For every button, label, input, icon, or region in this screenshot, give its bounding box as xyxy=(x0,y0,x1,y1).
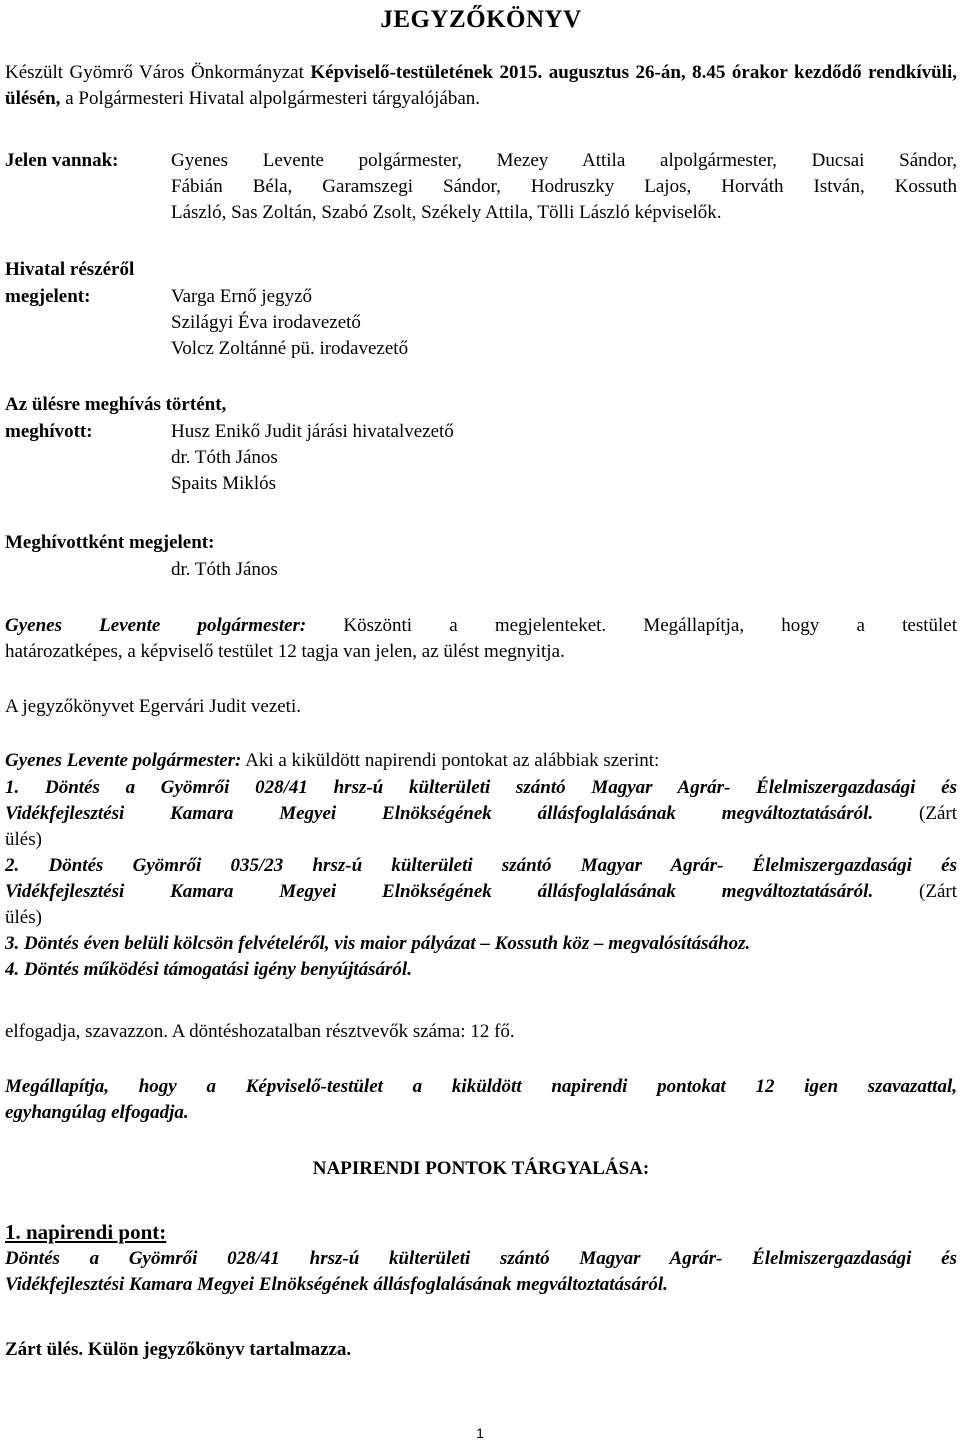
agenda-item-1 xyxy=(5,775,957,853)
speaker-name: Gyenes Levente polgármester: xyxy=(5,615,307,636)
agenda-text: Döntés Gyömrői 035/23 hrsz-ú külterületi szántó Magyar Agrár- Élelmiszergazdasági és xyxy=(48,855,958,876)
opening-text: Köszönti a megjelenteket. Megállapítja, hogy a testület xyxy=(306,615,957,636)
item1-heading: 1. napirendi pont: xyxy=(5,1220,167,1244)
invited-item: Husz Enikő Judit járási hivatalvezető xyxy=(171,421,454,442)
invited-item: Spaits Miklós xyxy=(171,473,277,494)
invited-present-label: Meghívottként megjelent: xyxy=(5,532,215,553)
agenda-intro-text: Aki a kiküldött napirendi pontokat az alábbiak szerint: xyxy=(241,750,660,771)
invited-section xyxy=(5,392,957,502)
intro-text: Készült Gyömrő Város Önkormányzat xyxy=(5,62,311,83)
agenda-list xyxy=(5,775,957,983)
item1-line-1: Döntés a Gyömrői 028/41 hrsz-ú külterületi szántó Magyar Agrár- Élelmiszergazdasági és xyxy=(5,1248,957,1269)
invited-present-item: dr. Tóth János xyxy=(171,559,278,580)
agenda-number: 1. xyxy=(5,777,20,798)
present-line: Fábián Béla, Garamszegi Sándor, Hodruszky Lajos, Horváth István, Kossuth xyxy=(171,176,957,197)
invited-label: Az ülésre meghívás történt, xyxy=(5,394,227,415)
opening-line-1 xyxy=(5,613,957,639)
office-label-2: megjelent: xyxy=(5,286,91,307)
agenda-item-2 xyxy=(5,853,957,931)
invited-item: dr. Tóth János xyxy=(171,447,278,468)
office-list xyxy=(171,284,957,362)
invited-present-section xyxy=(5,530,957,586)
present-section xyxy=(5,148,957,228)
item1-section xyxy=(5,1218,957,1298)
resolution xyxy=(5,1074,957,1126)
present-line: Gyenes Levente polgármester, Mezey Attila alpolgármester, Ducsai Sándor, xyxy=(171,150,957,171)
closed-session-note: Zárt ülés. Külön jegyzőkönyv tartalmazza. xyxy=(5,1339,352,1360)
agenda-intro xyxy=(5,748,957,774)
opening-paragraph xyxy=(5,613,957,665)
item1-line-2: Vidékfejlesztési Kamara Megyei Elnökségének állásfoglalásának megváltoztatásáról. xyxy=(5,1274,668,1295)
page-number: 1 xyxy=(476,1425,484,1441)
intro-paragraph xyxy=(5,60,957,112)
office-label: Hivatal részéről xyxy=(5,259,135,280)
section-heading: NAPIRENDI PONTOK TÁRGYALÁSA: xyxy=(312,1158,650,1179)
resolution-line-1: Megállapítja, hogy a Képviselő-testület a kiküldött napirendi pontokat 12 igen szavazattal, xyxy=(5,1076,957,1097)
opening-line-2: határozatképes, a képviselő testület 12 tagja van jelen, az ülést megnyitja. xyxy=(5,641,565,662)
office-item: Volcz Zoltánné pü. irodavezető xyxy=(171,338,409,359)
agenda-text: Döntés működési támogatási igény benyújtásáról. xyxy=(24,959,412,980)
intro-bold-text: Képviselő-testületének 2015. augusztus 26-án, 8.45 órakor kezdődő rendkívüli, ülésén, xyxy=(5,62,957,109)
present-label: Jelen vannak: xyxy=(5,150,119,171)
speaker-name: Gyenes Levente polgármester: xyxy=(5,750,242,771)
office-section xyxy=(5,257,957,367)
agenda-line: ülés) xyxy=(5,907,42,928)
agenda-item-4 xyxy=(5,957,957,983)
invited-present-list xyxy=(171,557,957,583)
vote-call: elfogadja, szavazzon. A döntéshozatalban résztvevők száma: 12 fő. xyxy=(5,1021,515,1042)
agenda-note: (Zárt xyxy=(873,881,957,902)
invited-list xyxy=(171,419,957,497)
agenda-number: 2. xyxy=(5,855,20,876)
agenda-number: 3. xyxy=(5,933,20,954)
agenda-text: Döntés éven belüli kölcsön felvételéről, vis maior pályázat – Kossuth köz – megvalósításához. xyxy=(24,933,751,954)
minutes-keeper: A jegyzőkönyvet Egervári Judit vezeti. xyxy=(5,696,301,717)
agenda-line xyxy=(5,801,957,827)
office-item: Szilágyi Éva irodavezető xyxy=(171,312,361,333)
intro-end-text: a Polgármesteri Hivatal alpolgármesteri tárgyalójában. xyxy=(60,88,481,109)
agenda-item-3 xyxy=(5,931,957,957)
agenda-line xyxy=(5,879,957,905)
office-item: Varga Ernő jegyző xyxy=(171,286,313,307)
agenda-text: Vidékfejlesztési Kamara Megyei Elnökségének állásfoglalásának megváltoztatásáról. xyxy=(5,803,874,824)
agenda-line: ülés) xyxy=(5,829,42,850)
document-title: JEGYZŐKÖNYV xyxy=(380,6,582,33)
agenda-text: Vidékfejlesztési Kamara Megyei Elnökségének állásfoglalásának megváltoztatásáról. xyxy=(5,881,874,902)
agenda-text: Döntés a Gyömrői 028/41 hrsz-ú külterületi szántó Magyar Agrár- Élelmiszergazdasági és xyxy=(44,777,957,798)
agenda-line xyxy=(5,775,957,801)
agenda-number: 4. xyxy=(5,959,20,980)
resolution-line-2: egyhangúlag elfogadja. xyxy=(5,1102,189,1123)
present-line: László, Sas Zoltán, Szabó Zsolt, Székely Attila, Tölli László képviselők. xyxy=(171,202,722,223)
agenda-line xyxy=(5,853,957,879)
agenda-note: (Zárt xyxy=(873,803,957,824)
invited-label-2: meghívott: xyxy=(5,421,93,442)
present-list xyxy=(171,148,957,226)
